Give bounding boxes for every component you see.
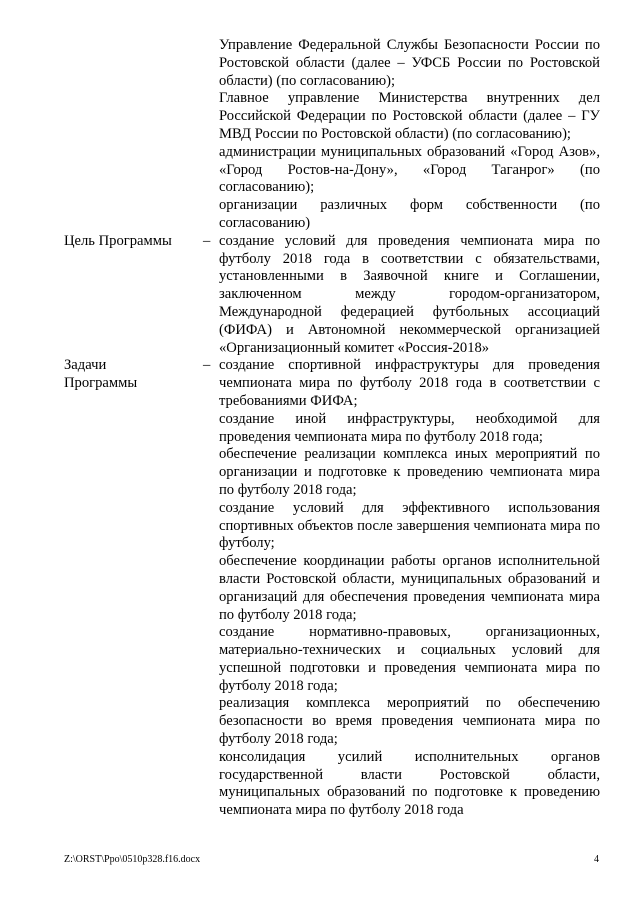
task-item: создание спортивной инфраструктуры для проведения чемпионата мира по футболу 2018 года в соответствии с требованиями ФИФА; — [219, 357, 600, 409]
footer-file-path: Z:\ORST\Ppo\0510p328.f16.docx — [64, 854, 201, 865]
tasks-label-line1: Задачи — [64, 357, 107, 374]
tasks-label — [64, 357, 203, 820]
task-item: консолидация усилий исполнительных органов государственной власти Ростовской области, муниципальных образований по подготовке к проведению чемпионата мира по футболу 2018 года — [219, 748, 600, 819]
tasks-dash: – — [203, 357, 211, 374]
participant-item: Управление Федеральной Службы Безопасности России по Ростовской области (далее – УФСБ России по Ростовской области) (по согласованию); — [219, 37, 600, 89]
footer-page-number: 4 — [594, 854, 599, 865]
goal-row — [64, 233, 600, 358]
program-passport-table — [64, 37, 600, 820]
participant-item: Главное управление Министерства внутренних дел Российской Федерации по Ростовской области (далее – ГУ МВД России по Ростовской области) (по согласованию); — [219, 90, 600, 142]
goal-text: создание условий для проведения чемпионата мира по футболу 2018 года в соответствии с обязательствами, установленными в Заявочной книге и Соглашении, заключенном между городом-организатором, Международной федерацией футбольных ассоциаций (ФИФА) и Автономной некоммерческой организацией «Организационный комитет «Россия-2018» — [219, 232, 600, 356]
participants-label-cell — [64, 37, 203, 233]
participant-item: администрации муниципальных образований «Город Азов», «Город Ростов-на-Дону», «Город Таганрог» (по согласованию); — [219, 143, 600, 196]
task-item: создание нормативно-правовых, организационных, материально-технических и социальных условий для успешной подготовки и проведения чемпионата мира по футболу 2018 года; — [219, 624, 600, 694]
participants-dash-cell — [203, 37, 219, 233]
tasks-row — [64, 357, 600, 820]
tasks-label-line2: Программы — [64, 375, 138, 392]
goal-label: Цель Программы — [64, 232, 172, 249]
task-item: обеспечение координации работы органов исполнительной власти Ростовской области, муниципальных образований и организаций для обеспечения проведения чемпионата мира по футболу 2018 года; — [219, 553, 600, 623]
task-item: обеспечение реализации комплекса иных мероприятий по организации и подготовке к проведению чемпионата мира по футболу 2018 года; — [219, 446, 600, 498]
goal-content — [219, 233, 600, 358]
tasks-content — [219, 357, 600, 820]
goal-dash: – — [203, 232, 211, 249]
participants-row — [64, 37, 600, 233]
participant-item: организации различных форм собственности (по согласованию) — [219, 197, 600, 231]
task-item: реализация комплекса мероприятий по обеспечению безопасности во время проведения чемпионата мира по футболу 2018 года; — [219, 695, 600, 748]
task-item: создание условий для эффективного использования спортивных объектов после завершения чемпионата мира по футболу; — [219, 499, 600, 552]
participants-content — [219, 37, 600, 233]
task-item: создание иной инфраструктуры, необходимой для проведения чемпионата мира по футболу 2018 года; — [219, 410, 600, 445]
